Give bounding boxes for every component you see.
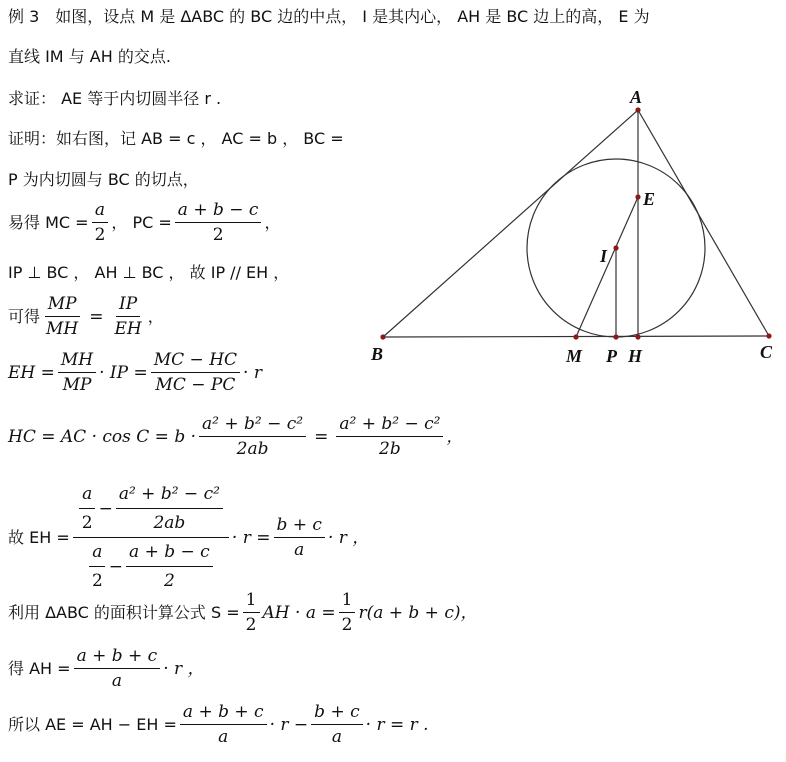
fraction-mp-mh — [43, 294, 81, 339]
minus-sign: − — [98, 498, 113, 519]
fraction-pc — [126, 540, 213, 593]
label-b: B — [371, 344, 384, 364]
formula-area — [8, 590, 477, 635]
problem-statement-line-2: 直线 IM 与 AH 的交点. — [8, 47, 171, 66]
fraction-denominator: 2 — [341, 615, 353, 635]
formula-ah — [8, 646, 205, 691]
label-a: A — [630, 87, 643, 107]
fraction-numerator: a + b − c — [126, 540, 213, 567]
fraction-denominator: 2b — [379, 439, 401, 459]
formula-ah-prefix: 得 AH = — [8, 658, 71, 678]
formula-hc-prefix: HC = AC · cos C = b · — [8, 426, 197, 447]
formula-area-prefix: 利用 ΔABC 的面积计算公式 S = — [8, 602, 240, 622]
formula-area-end: r(a + b + c)， — [358, 602, 478, 623]
point-b — [380, 334, 385, 339]
perpendicular-line: IP ⊥ BC ， AH ⊥ BC ， 故 IP // EH ， — [8, 263, 290, 282]
label-h: H — [628, 346, 643, 366]
fraction-numerator: b + c — [311, 702, 362, 725]
point-a — [635, 107, 640, 112]
fraction-a-over-2 — [89, 540, 106, 593]
equals-sign: = — [314, 426, 329, 447]
formula-mc-pc-mid: ， PC = — [111, 212, 172, 232]
compound-fraction — [73, 482, 229, 593]
formula-conclusion-prefix: 所以 AE = AH − EH = — [8, 714, 177, 734]
formula-hc — [8, 414, 462, 459]
fraction-numerator: MH — [58, 350, 96, 373]
fraction-numerator: MP — [45, 294, 80, 317]
point-i — [613, 245, 618, 250]
fraction-numerator: 1 — [339, 590, 356, 613]
fraction-numerator: a — [92, 200, 108, 223]
fraction-cosine-2b — [336, 414, 443, 459]
point-p — [613, 334, 618, 339]
side-ab — [383, 110, 638, 337]
fraction-numerator: a — [79, 482, 95, 509]
fraction-cosine-2ab — [199, 414, 306, 459]
point-m — [573, 334, 578, 339]
formula-eh-result-prefix: 故 EH = — [8, 527, 70, 547]
formula-eh-mid: · IP = — [99, 362, 148, 383]
formula-end: · r ， — [163, 658, 205, 679]
formula-eh-result — [8, 482, 369, 593]
formula-eh-end: · r — [243, 362, 262, 383]
label-c: C — [760, 342, 773, 362]
fraction-denominator: MC − PC — [155, 375, 236, 395]
problem-statement-line-1: 例 3 如图，设点 M 是 ΔABC 的 BC 边的中点， I 是其内心， AH 是 BC 边上的高， E 为 — [8, 7, 650, 26]
compound-denominator — [83, 538, 219, 593]
proof-intro-line: 证明：如右图，记 AB = c ， AC = b ， BC = — [8, 129, 344, 148]
formula-end: ， — [446, 426, 463, 446]
fraction-denominator: a — [294, 540, 305, 560]
label-p: P — [606, 346, 617, 366]
fraction-numerator: a² + b² − c² — [199, 414, 306, 437]
fraction-denominator: MP — [62, 375, 92, 395]
fraction-one-half — [339, 590, 356, 635]
fraction-denominator: a — [218, 727, 229, 747]
fraction-one-half — [243, 590, 260, 635]
fraction-pc — [175, 200, 262, 245]
fraction-denominator: EH — [114, 319, 142, 339]
fraction-ip-eh — [112, 294, 145, 339]
formula-end: ， — [147, 306, 164, 326]
fraction-denominator: 2 — [81, 513, 93, 533]
fraction-denominator: 2 — [163, 571, 175, 591]
fraction-numerator: a + b + c — [74, 646, 161, 669]
fraction-denominator: 2ab — [153, 513, 186, 533]
fraction-numerator: a² + b² − c² — [116, 482, 223, 509]
fraction-denominator: 2ab — [236, 439, 269, 459]
fraction-denominator: a — [111, 671, 122, 691]
formula-conclusion — [8, 702, 429, 747]
fraction-a-over-2 — [79, 482, 96, 535]
fraction-perimeter-over-a — [180, 702, 267, 747]
label-e: E — [643, 189, 656, 209]
formula-end: · r ， — [327, 527, 370, 548]
fraction-perimeter-over-a — [74, 646, 161, 691]
formula-area-mid: AH · a = — [262, 602, 336, 623]
formula-mc-pc — [8, 200, 280, 245]
incircle — [527, 159, 705, 337]
fraction-denominator: MH — [46, 319, 79, 339]
minus-sign: − — [108, 556, 124, 577]
fraction-mh-mp — [58, 350, 96, 395]
formula-end: ， — [264, 212, 281, 232]
fraction-denominator: 2 — [94, 225, 106, 245]
compound-numerator — [73, 482, 229, 538]
fraction-numerator: 1 — [243, 590, 260, 613]
point-h — [635, 334, 640, 339]
fraction-b-plus-c-over-a — [311, 702, 362, 747]
formula-eh-prefix: EH = — [8, 362, 55, 383]
formula-conclusion-mid: · r − — [269, 714, 309, 735]
fraction-denominator: 2 — [212, 225, 224, 245]
fraction-a-over-2 — [92, 200, 109, 245]
fraction-numerator: b + c — [274, 515, 325, 538]
segment-me — [576, 197, 638, 337]
formula-conclusion-end: · r = r . — [365, 714, 429, 735]
formula-eh-result-mid: · r = — [231, 527, 271, 548]
formula-mc-pc-prefix: 易得 MC = — [8, 212, 89, 232]
label-i: I — [600, 246, 608, 266]
fraction-numerator: IP — [116, 294, 140, 317]
fraction-numerator: a — [89, 540, 105, 567]
fraction-denominator: 2 — [245, 615, 257, 635]
fraction-denominator: 2 — [91, 571, 103, 591]
point-c — [766, 333, 771, 338]
fraction-numerator: a + b − c — [175, 200, 262, 223]
fraction-numerator: a + b + c — [180, 702, 267, 725]
formula-ratio — [8, 294, 164, 339]
fraction-mc-hc — [151, 350, 240, 395]
fraction-numerator: a² + b² − c² — [336, 414, 443, 437]
label-m: M — [566, 346, 583, 366]
claim-line: 求证： AE 等于内切圆半径 r . — [8, 89, 222, 108]
formula-eh — [8, 350, 262, 395]
fraction-cosine-2ab — [116, 482, 223, 535]
point-e — [635, 194, 640, 199]
formula-ratio-prefix: 可得 — [8, 306, 41, 326]
fraction-b-plus-c-over-a — [274, 515, 325, 560]
tangent-point-line: P 为内切圆与 BC 的切点， — [8, 170, 199, 189]
fraction-denominator: a — [331, 727, 342, 747]
side-bc — [383, 336, 769, 337]
side-ac — [638, 110, 769, 336]
equals-sign: = — [89, 306, 104, 327]
fraction-numerator: MC − HC — [151, 350, 240, 373]
